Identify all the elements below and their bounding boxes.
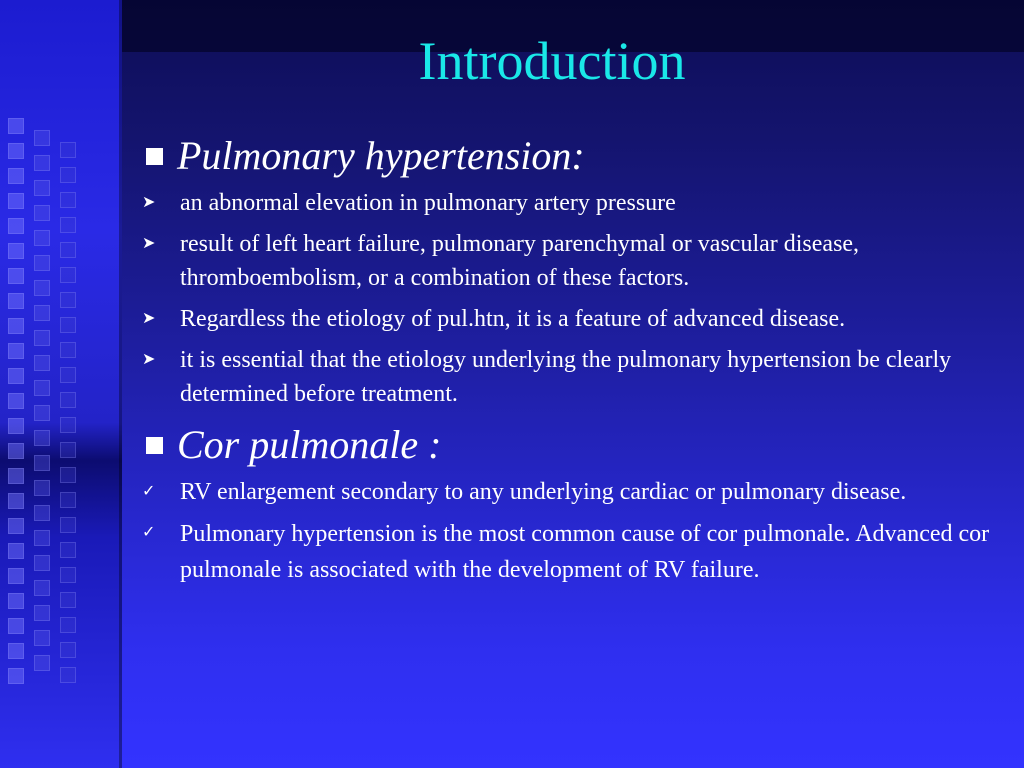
list-item-text: it is essential that the etiology underlying the pulmonary hypertension be clearly determined before treatment. xyxy=(180,347,952,407)
list-item-text: result of left heart failure, pulmonary parenchymal or vascular disease, thromboembolism, or a combination of these factors. xyxy=(180,231,860,291)
list-item xyxy=(140,227,1000,295)
list-item-text: RV enlargement secondary to any underlying cardiac or pulmonary disease. xyxy=(180,479,907,505)
list-item xyxy=(140,343,1000,411)
checkmark-bullet-icon: ✓ xyxy=(142,483,156,500)
strip-edge xyxy=(119,0,122,768)
square-pattern-column xyxy=(60,142,76,683)
section-heading-pulmonary-hypertension xyxy=(140,134,1000,178)
arrow-bullet-icon: ➤ xyxy=(142,351,156,368)
list-item-text: Regardless the etiology of pul.htn, it is a feature of advanced disease. xyxy=(180,306,846,332)
slide-title: Introduction xyxy=(418,31,686,91)
square-pattern-column xyxy=(34,130,50,671)
section-heading-cor-pulmonale xyxy=(140,423,1000,467)
section-heading-label: Cor pulmonale : xyxy=(177,422,442,467)
section-heading-label: Pulmonary hypertension: xyxy=(177,133,585,178)
list-item-text: an abnormal elevation in pulmonary artery pressure xyxy=(180,190,676,216)
square-bullet-icon xyxy=(146,437,163,454)
list-item xyxy=(140,302,1000,336)
square-bullet-icon xyxy=(146,148,163,165)
square-pattern-column xyxy=(8,118,24,684)
list-item xyxy=(140,186,1000,220)
arrow-bullet-icon: ➤ xyxy=(142,235,156,252)
left-decorative-strip xyxy=(0,0,122,768)
slide-body xyxy=(140,134,1000,595)
list-item xyxy=(140,516,1000,588)
list-item xyxy=(140,475,1000,509)
list-item-text: Pulmonary hypertension is the most common cause of cor pulmonale. Advanced cor pulmonale is associated with the development of RV failure. xyxy=(180,521,990,583)
arrow-bullet-icon: ➤ xyxy=(142,194,156,211)
arrow-bullet-icon: ➤ xyxy=(142,310,156,327)
checkmark-bullet-icon: ✓ xyxy=(142,524,156,541)
